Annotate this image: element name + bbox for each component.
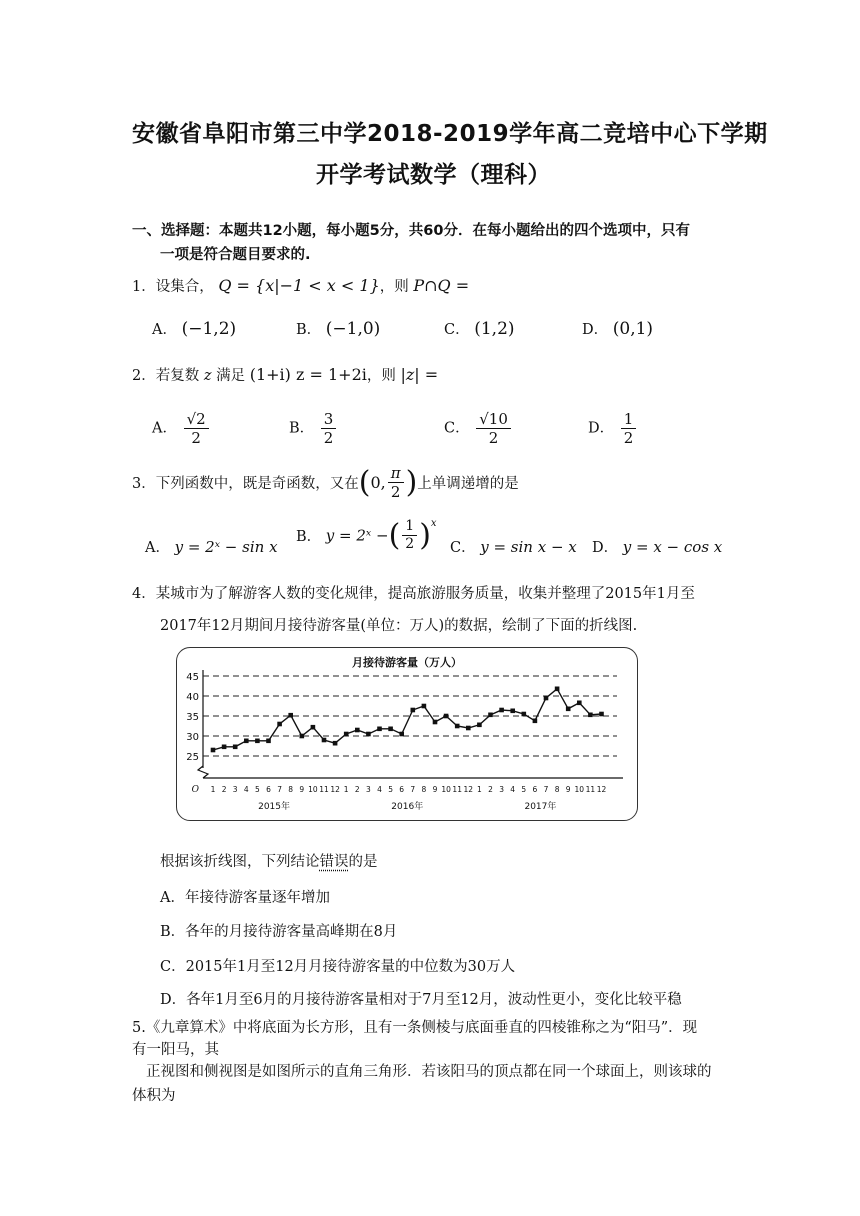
data-point xyxy=(322,738,327,743)
q4-prompt-emphasis: 错误 xyxy=(319,854,349,870)
origin-label: O xyxy=(191,785,199,795)
q2-post: ，则 xyxy=(366,368,396,384)
q4-prompt-post: 的是 xyxy=(348,854,378,870)
right-paren: ) xyxy=(405,465,418,500)
fraction-denominator: 2 xyxy=(323,429,334,447)
year-label: 2016年 xyxy=(391,802,424,812)
question-3 xyxy=(132,464,519,501)
data-point xyxy=(377,727,382,732)
q2-pre: 若复数 xyxy=(155,368,200,384)
fraction-numerator: 3 xyxy=(321,410,337,429)
exponent: x xyxy=(430,518,437,529)
option-label: D． xyxy=(588,420,615,437)
option-label: C． xyxy=(450,540,476,556)
data-point xyxy=(311,725,316,730)
data-point xyxy=(577,701,582,706)
left-paren: ( xyxy=(388,518,401,553)
data-point xyxy=(388,727,393,732)
data-point xyxy=(433,720,438,725)
title-line-2: 开学考试数学（理科） xyxy=(316,162,551,188)
x-tick-label: 11 xyxy=(585,785,596,794)
question-5-line-3: 正视图和侧视图是如图所示的直角三角形．若该阳马的顶点都在同一个球面上，则该球的 xyxy=(146,1064,712,1080)
data-point xyxy=(522,712,527,717)
fraction-denominator: 2 xyxy=(191,429,201,447)
y-tick-label: 45 xyxy=(186,672,199,683)
x-tick-label: 9 xyxy=(565,785,571,794)
q3-option-d xyxy=(592,536,722,557)
data-point xyxy=(300,734,305,739)
q2-abs: |z| = xyxy=(400,365,439,384)
x-tick-label: 8 xyxy=(421,785,427,794)
section-header-line-2: 一项是符合题目要求的. xyxy=(160,247,311,263)
option-label: B． xyxy=(289,420,315,437)
year-label: 2017年 xyxy=(524,802,557,812)
y-tick-label: 40 xyxy=(186,692,199,703)
option-value: 各年1月至6月的月接待游客量相对于7月至12月，波动性更小，变化比较平稳 xyxy=(186,992,682,1008)
x-tick-label: 1 xyxy=(343,785,349,794)
data-point xyxy=(533,719,538,724)
data-point xyxy=(411,708,416,713)
x-tick-label: 3 xyxy=(366,785,371,794)
fraction-denominator: 2 xyxy=(623,429,634,447)
q3-pre: 下列函数中，既是奇函数，又在 xyxy=(155,476,359,492)
q2-option-b xyxy=(289,410,338,447)
option-value: 年接待游客量逐年增加 xyxy=(184,890,330,906)
option-label: A． xyxy=(152,420,177,437)
option-value: (0,1) xyxy=(612,319,654,339)
option-value: 2015年1月至12月月接待游客量的中位数为30万人 xyxy=(185,959,516,975)
q1-set: Q = {x|−1 < x < 1} xyxy=(218,276,380,295)
data-point xyxy=(599,712,604,717)
x-tick-label: 7 xyxy=(410,785,416,794)
x-tick-label: 11 xyxy=(452,785,462,794)
y-tick-label: 25 xyxy=(186,752,199,763)
chart-frame xyxy=(176,647,638,821)
data-point xyxy=(444,714,449,719)
data-point xyxy=(255,739,260,744)
question-4-line-2: 2017年12月期间月接待游客量(单位：万人)的数据，绘制了下面的折线图. xyxy=(160,618,638,634)
series-line xyxy=(213,689,602,750)
data-point xyxy=(277,722,282,727)
x-tick-label: 6 xyxy=(399,785,405,794)
q4-prompt-pre: 根据该折线图，下列结论 xyxy=(160,854,320,870)
x-tick-label: 6 xyxy=(266,785,271,794)
question-5-line-1: 5.《九章算术》中将底面为长方形，且有一条侧棱与底面垂直的四棱锥称之为“阳马”．现 xyxy=(132,1020,698,1036)
data-point xyxy=(555,687,560,692)
q3-post: 上单调递增的是 xyxy=(417,476,519,492)
x-tick-label: 7 xyxy=(543,785,549,794)
option-fraction xyxy=(184,410,209,447)
x-tick-label: 9 xyxy=(299,785,305,794)
x-tick-label: 4 xyxy=(377,785,382,794)
q1-option-c xyxy=(444,318,515,339)
x-tick-label: 12 xyxy=(330,785,340,794)
q3-interval-left: 0, xyxy=(370,473,386,492)
option-label: A． xyxy=(160,890,185,906)
data-point xyxy=(588,713,593,718)
x-tick-label: 5 xyxy=(255,785,260,794)
data-point xyxy=(355,728,360,733)
q3-number: 3． xyxy=(132,476,156,492)
section-header-line-1: 一、选择题：本题共12小题，每小题5分，共60分．在每小题给出的四个选项中，只有 xyxy=(132,223,690,239)
option-label: A． xyxy=(152,322,177,338)
x-tick-label: 9 xyxy=(432,785,438,794)
data-point xyxy=(222,745,227,750)
right-paren: ) xyxy=(419,518,431,553)
y-tick-label: 35 xyxy=(186,712,199,723)
data-point xyxy=(266,739,271,744)
y-tick-label: 30 xyxy=(186,732,199,743)
question-4-line-1 xyxy=(132,582,695,603)
q1-mid: ，则 xyxy=(379,279,409,295)
x-tick-label: 2 xyxy=(488,785,493,794)
option-value: (−1,0) xyxy=(325,319,381,339)
year-label: 2015年 xyxy=(258,802,291,812)
data-point xyxy=(333,741,338,746)
q1-pre: 设集合， xyxy=(155,279,214,295)
data-point xyxy=(455,724,460,729)
option-label: C． xyxy=(444,322,470,338)
data-point xyxy=(244,739,249,744)
x-tick-label: 12 xyxy=(463,785,474,794)
x-tick-label: 11 xyxy=(319,785,329,794)
q2-equation: (1+i) z = 1+2i xyxy=(249,365,367,384)
option-fraction xyxy=(621,410,637,447)
q4-option-b xyxy=(160,920,397,941)
option-label: B． xyxy=(296,322,322,338)
data-point xyxy=(344,732,349,737)
question-5-line-4: 体积为 xyxy=(132,1088,176,1104)
fraction-numerator: √10 xyxy=(476,410,511,429)
q1-expr: P∩Q = xyxy=(413,276,470,295)
x-tick-label: 8 xyxy=(554,785,560,794)
q3-option-a xyxy=(145,536,278,557)
x-tick-label: 1 xyxy=(210,785,216,794)
q4-prompt xyxy=(160,850,378,871)
fraction-denominator: 2 xyxy=(390,483,401,501)
x-tick-label: 10 xyxy=(574,785,585,794)
x-tick-label: 2 xyxy=(354,785,360,794)
option-value: 各年的月接待游客量高峰期在8月 xyxy=(185,924,398,940)
data-point xyxy=(288,713,293,718)
x-tick-label: 7 xyxy=(277,785,282,794)
data-point xyxy=(233,745,238,750)
q1-option-a xyxy=(152,318,236,339)
question-1 xyxy=(132,275,469,296)
line-chart xyxy=(177,648,637,820)
data-point xyxy=(544,696,549,701)
x-tick-label: 2 xyxy=(221,785,227,794)
q2-number: 2． xyxy=(132,368,156,384)
q1-number: 1． xyxy=(132,279,156,295)
data-point xyxy=(211,748,216,753)
fraction-numerator: π xyxy=(388,464,404,483)
q3-option-c xyxy=(450,536,577,557)
q3-interval-fraction xyxy=(388,464,404,501)
option-fraction xyxy=(321,410,337,447)
x-tick-label: 1 xyxy=(477,785,482,794)
option-value: y = 2ˣ − sin x xyxy=(174,538,278,556)
q4-option-d xyxy=(160,988,682,1009)
option-fraction xyxy=(476,410,511,447)
left-paren: ( xyxy=(358,465,371,500)
q2-var: z xyxy=(203,368,212,384)
q2-option-d xyxy=(588,410,638,447)
data-point xyxy=(466,726,471,731)
x-tick-label: 10 xyxy=(441,785,451,794)
option-value: (−1,2) xyxy=(181,319,237,339)
x-tick-label: 12 xyxy=(596,785,607,794)
x-tick-label: 8 xyxy=(288,785,294,794)
q2-option-c xyxy=(444,410,513,447)
data-point xyxy=(488,713,493,718)
q1-option-b xyxy=(296,318,380,339)
option-fraction xyxy=(402,518,417,553)
option-value: y = sin x − x xyxy=(480,538,577,556)
data-point xyxy=(366,732,371,737)
option-label: C． xyxy=(160,959,186,975)
data-point xyxy=(566,707,571,712)
option-value-prefix: y = 2ˣ − xyxy=(325,526,389,545)
q2-option-a xyxy=(152,410,211,447)
x-tick-label: 6 xyxy=(532,785,538,794)
x-tick-label: 3 xyxy=(232,785,238,794)
q4-number: 4． xyxy=(132,586,156,602)
x-tick-label: 5 xyxy=(521,785,527,794)
chart-title: 月接待游客量（万人） xyxy=(352,656,462,669)
option-label: B． xyxy=(296,529,322,545)
option-label: D． xyxy=(592,540,619,556)
q4-text-1: 某城市为了解游客人数的变化规律，提高旅游服务质量，收集并整理了2015年1月至 xyxy=(155,586,695,602)
option-label: A． xyxy=(145,540,170,556)
fraction-numerator: 1 xyxy=(621,410,637,429)
data-point xyxy=(477,723,482,728)
option-label: D． xyxy=(160,992,187,1008)
title-line-1: 安徽省阜阳市第三中学2018-2019学年高二竞培中心下学期 xyxy=(132,121,768,147)
option-value: (1,2) xyxy=(474,319,515,339)
data-point xyxy=(399,732,404,737)
option-label: C． xyxy=(444,420,470,437)
q4-option-a xyxy=(160,886,330,907)
x-tick-label: 10 xyxy=(308,785,318,794)
option-label: D． xyxy=(582,322,609,338)
option-label: B． xyxy=(160,924,186,940)
question-2 xyxy=(132,364,438,385)
fraction-denominator: 2 xyxy=(488,429,499,447)
q4-option-c xyxy=(160,955,515,976)
fraction-denominator: 2 xyxy=(405,536,415,552)
x-tick-label: 5 xyxy=(388,785,393,794)
fraction-numerator: 1 xyxy=(402,518,417,536)
question-5-line-2: 有一阳马，其 xyxy=(132,1042,219,1058)
data-point xyxy=(510,709,515,714)
x-tick-label: 4 xyxy=(243,785,249,794)
q1-option-d xyxy=(582,318,653,339)
option-value: y = x − cos x xyxy=(622,538,723,556)
data-point xyxy=(499,708,504,713)
x-tick-label: 4 xyxy=(510,785,516,794)
q3-option-b xyxy=(296,518,437,553)
q2-mid: 满足 xyxy=(216,368,246,384)
x-tick-label: 3 xyxy=(499,785,504,794)
fraction-numerator: √2 xyxy=(184,410,209,429)
data-point xyxy=(422,704,427,709)
